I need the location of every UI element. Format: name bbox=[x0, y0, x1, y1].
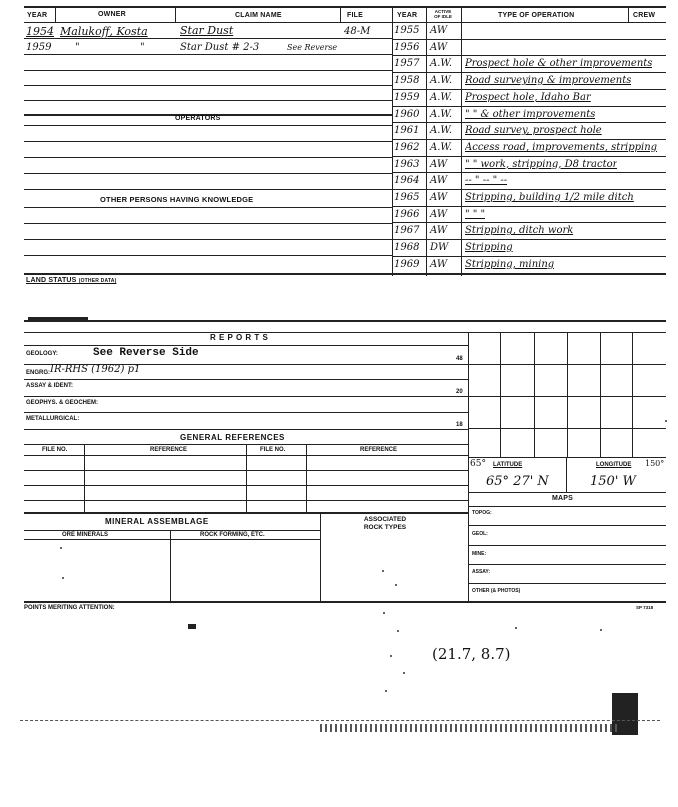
header-owner: OWNER bbox=[98, 11, 126, 18]
operation-status: AW bbox=[430, 25, 448, 36]
maps-other: OTHER (& PHOTOS) bbox=[472, 588, 521, 594]
land-status-label: LAND STATUS (OTHER DATA) bbox=[26, 277, 117, 284]
grid-divider bbox=[600, 332, 601, 457]
grid-divider bbox=[534, 332, 535, 457]
grid-rule bbox=[468, 492, 666, 493]
refs-file-no-1: FILE NO. bbox=[42, 447, 68, 453]
associated-rock-types: ASSOCIATED ROCK TYPES bbox=[363, 516, 407, 531]
operation-status: AW bbox=[430, 41, 448, 53]
operation-type: Stripping bbox=[465, 242, 513, 254]
operation-year: 1967 bbox=[394, 225, 420, 237]
operation-status: A.W. bbox=[430, 91, 453, 103]
maps-rule bbox=[468, 545, 666, 546]
geophys-label: GEOPHYS. & GEOCHEM: bbox=[26, 400, 99, 406]
assay-label: ASSAY & IDENT: bbox=[26, 383, 74, 389]
scan-dot bbox=[390, 655, 392, 657]
general-references-title: GENERAL REFERENCES bbox=[180, 433, 285, 442]
row-rule bbox=[24, 239, 392, 240]
operation-row-rule bbox=[392, 72, 666, 73]
num-18: 18 bbox=[456, 422, 463, 428]
operation-row-rule bbox=[392, 256, 666, 257]
operation-type: -- " -- " -- bbox=[465, 175, 508, 187]
operation-type: Road surveying & improvements bbox=[465, 75, 632, 87]
row-rule bbox=[24, 207, 392, 208]
longitude-value: 150' W bbox=[590, 474, 636, 489]
latitude-label: LATITUDE bbox=[493, 462, 523, 468]
maps-rule bbox=[468, 583, 666, 584]
operation-row-rule bbox=[392, 55, 666, 56]
scan-dot bbox=[62, 577, 64, 579]
operation-year: 1969 bbox=[394, 258, 420, 270]
operation-status: A.W. bbox=[430, 108, 453, 120]
engrg-value: IR-RHS (1962) p1 bbox=[50, 364, 141, 375]
header-file: FILE bbox=[347, 12, 363, 19]
grid-divider bbox=[468, 332, 469, 602]
grid-rule bbox=[468, 364, 666, 365]
metallurgical-label: METALLURGICAL: bbox=[26, 416, 80, 422]
operation-status: AW bbox=[430, 175, 448, 187]
scan-dot bbox=[385, 690, 387, 692]
owner-row-2-owner: " bbox=[75, 42, 80, 53]
maps-title: MAPS bbox=[552, 495, 574, 502]
geology-value: See Reverse Side bbox=[93, 347, 199, 359]
refs-bottom-rule bbox=[24, 512, 468, 514]
row-rule bbox=[24, 141, 392, 142]
owner-row-1-owner: Malukoff, Kosta bbox=[60, 25, 148, 38]
refs-file-no-2: FILE NO. bbox=[260, 447, 286, 453]
operation-year: 1956 bbox=[394, 41, 420, 53]
row-rule bbox=[24, 157, 392, 158]
reports-rule bbox=[24, 412, 468, 413]
form-number: SP 7318 bbox=[636, 605, 654, 610]
header-year: YEAR bbox=[27, 12, 48, 19]
grid-divider bbox=[567, 332, 568, 457]
operation-row-rule bbox=[392, 122, 666, 123]
operation-status: AW bbox=[430, 258, 448, 270]
owner-row-1-year: 1954 bbox=[26, 25, 54, 38]
operation-year: 1957 bbox=[394, 58, 420, 70]
divider bbox=[175, 6, 176, 22]
operation-type: " " " bbox=[465, 208, 486, 220]
coordinates-note: (21.7, 8.7) bbox=[432, 645, 511, 663]
mineral-divider bbox=[320, 512, 321, 602]
refs-reference-1: REFERENCE bbox=[150, 447, 188, 453]
owner-row-2-claim: Star Dust # 2-3 bbox=[180, 42, 260, 53]
mineral-rule bbox=[24, 530, 320, 531]
divider bbox=[461, 6, 462, 276]
latitude-value: 65° 27' N bbox=[486, 474, 549, 489]
divider bbox=[340, 6, 341, 22]
rock-forming-label: ROCK FORMING, ETC. bbox=[200, 532, 265, 538]
operation-row-rule bbox=[392, 206, 666, 207]
row-rule bbox=[24, 85, 392, 86]
operation-year: 1963 bbox=[394, 158, 420, 170]
operation-status: A.W. bbox=[430, 75, 453, 87]
latlong-divider bbox=[566, 457, 567, 492]
reports-rule bbox=[24, 379, 468, 380]
row-rule bbox=[24, 189, 392, 190]
operation-row-rule bbox=[392, 172, 666, 173]
operation-year: 1958 bbox=[394, 75, 420, 87]
header-active-idle: ACTIVE OF IDLE bbox=[434, 9, 452, 19]
operators-label: OPERATORS bbox=[175, 115, 221, 122]
scan-speck bbox=[188, 624, 196, 629]
operation-type: " " work, stripping, D8 tractor bbox=[465, 158, 618, 170]
row-rule bbox=[24, 255, 392, 256]
refs-divider bbox=[84, 444, 85, 512]
operation-year: 1968 bbox=[394, 242, 420, 254]
operation-type: Stripping, building 1/2 mile ditch bbox=[465, 192, 634, 203]
reports-title: R E P O R T S bbox=[210, 333, 269, 342]
scan-dot bbox=[515, 627, 517, 629]
num-48: 48 bbox=[456, 356, 463, 362]
header-claim-name: CLAIM NAME bbox=[235, 12, 282, 19]
operation-row-rule bbox=[392, 189, 666, 190]
header-type-of-operation: TYPE OF OPERATION bbox=[498, 12, 575, 19]
grid-rule bbox=[468, 457, 666, 458]
operation-status: A.W. bbox=[430, 125, 453, 137]
refs-divider bbox=[306, 444, 307, 512]
maps-assay: ASSAY: bbox=[472, 569, 491, 575]
scan-dot bbox=[403, 672, 405, 674]
reports-rule bbox=[24, 396, 468, 397]
divider bbox=[392, 6, 393, 276]
header-rule bbox=[24, 22, 666, 23]
points-meriting-attention-label: POINTS MERITING ATTENTION: bbox=[24, 605, 115, 611]
operation-year: 1966 bbox=[394, 208, 420, 220]
grid-rule bbox=[468, 428, 666, 429]
scan-dot bbox=[665, 420, 667, 422]
operation-status: DW bbox=[430, 242, 449, 254]
operation-status: AW bbox=[430, 225, 448, 237]
operation-row-rule bbox=[392, 222, 666, 223]
row-rule bbox=[24, 38, 392, 39]
row-rule bbox=[24, 223, 392, 224]
operation-year: 1964 bbox=[394, 175, 420, 187]
grid-divider bbox=[632, 332, 633, 457]
operation-status: A.W. bbox=[430, 58, 453, 70]
operation-year: 1965 bbox=[394, 192, 420, 203]
top-rule bbox=[24, 6, 666, 8]
num-20: 20 bbox=[456, 389, 463, 395]
operation-year: 1959 bbox=[394, 91, 420, 103]
long-deg-label: 150° bbox=[645, 459, 665, 468]
divider bbox=[628, 6, 629, 22]
mineral-bottom-rule bbox=[24, 601, 666, 603]
operation-status: AW bbox=[430, 208, 448, 220]
operation-status: AW bbox=[430, 192, 448, 203]
owner-row-1-claim: Star Dust bbox=[180, 24, 234, 37]
header-crew: CREW bbox=[633, 12, 656, 19]
reports-rule bbox=[24, 345, 468, 346]
divider bbox=[426, 6, 427, 276]
mineral-assemblage-title: MINERAL ASSEMBLAGE bbox=[105, 517, 209, 526]
operation-status: A.W. bbox=[430, 141, 453, 153]
refs-divider bbox=[246, 444, 247, 512]
row-rule bbox=[24, 70, 392, 71]
row-rule bbox=[24, 125, 392, 126]
owner-row-2-note: See Reverse bbox=[287, 43, 338, 52]
divider bbox=[55, 6, 56, 22]
operation-type: Stripping, ditch work bbox=[465, 225, 574, 237]
header-year-2: YEAR bbox=[397, 12, 418, 19]
scan-noise-line bbox=[20, 720, 660, 721]
maps-rule bbox=[468, 506, 666, 507]
operation-type: Prospect hole, Idaho Bar bbox=[465, 91, 591, 103]
reports-rule bbox=[24, 332, 666, 333]
operation-year: 1961 bbox=[394, 125, 420, 137]
operation-row-rule bbox=[392, 106, 666, 107]
operation-year: 1962 bbox=[394, 141, 420, 153]
operation-year: 1955 bbox=[394, 25, 420, 36]
scan-dot bbox=[382, 570, 384, 572]
scan-dot bbox=[60, 547, 62, 549]
scan-dot bbox=[397, 630, 399, 632]
operation-type: Access road, improvements, stripping bbox=[465, 141, 658, 153]
engrg-label: ENGRG: bbox=[26, 370, 50, 376]
operation-type: " " & other improvements bbox=[465, 108, 596, 120]
operation-type: Stripping, mining bbox=[465, 258, 555, 270]
maps-rule bbox=[468, 525, 666, 526]
maps-geol: GEOL: bbox=[472, 531, 488, 537]
others-label: OTHER PERSONS HAVING KNOWLEDGE bbox=[100, 195, 254, 204]
operation-status: AW bbox=[430, 158, 448, 170]
operation-row-rule bbox=[392, 39, 666, 40]
operation-row-rule bbox=[392, 89, 666, 90]
scan-dot bbox=[383, 612, 385, 614]
operation-row-rule bbox=[392, 156, 666, 157]
maps-rule bbox=[468, 564, 666, 565]
mineral-rule bbox=[24, 539, 320, 540]
geology-label: GEOLOGY: bbox=[26, 351, 58, 357]
operation-type: Road survey, prospect hole bbox=[465, 125, 602, 137]
scan-noise-band bbox=[320, 724, 620, 732]
ore-minerals-label: ORE MINERALS bbox=[62, 532, 109, 538]
longitude-label: LONGITUDE bbox=[596, 462, 632, 468]
maps-topog: TOPOG: bbox=[472, 510, 492, 516]
grid-divider bbox=[500, 332, 501, 457]
owner-row-1-file: 48-M bbox=[344, 26, 371, 37]
grid-rule bbox=[468, 396, 666, 397]
mineral-divider bbox=[170, 530, 171, 602]
operation-year: 1960 bbox=[394, 108, 420, 120]
scan-dot bbox=[395, 584, 397, 586]
operation-type: Prospect hole & other improvements bbox=[465, 58, 653, 70]
operation-row-rule bbox=[392, 273, 666, 274]
row-rule bbox=[24, 100, 392, 101]
lat-deg-label: 65° bbox=[470, 459, 486, 469]
refs-reference-2: REFERENCE bbox=[360, 447, 398, 453]
row-rule bbox=[24, 173, 392, 174]
operation-row-rule bbox=[392, 139, 666, 140]
reports-top-rule bbox=[24, 320, 666, 322]
reports-rule bbox=[24, 429, 468, 430]
row-rule bbox=[24, 54, 392, 55]
operation-row-rule bbox=[392, 239, 666, 240]
owner-row-2-year: 1959 bbox=[26, 42, 52, 53]
scan-dot bbox=[600, 629, 602, 631]
owner-row-2-owner-ditto: " bbox=[140, 42, 145, 53]
maps-mine: MINE: bbox=[472, 551, 487, 557]
